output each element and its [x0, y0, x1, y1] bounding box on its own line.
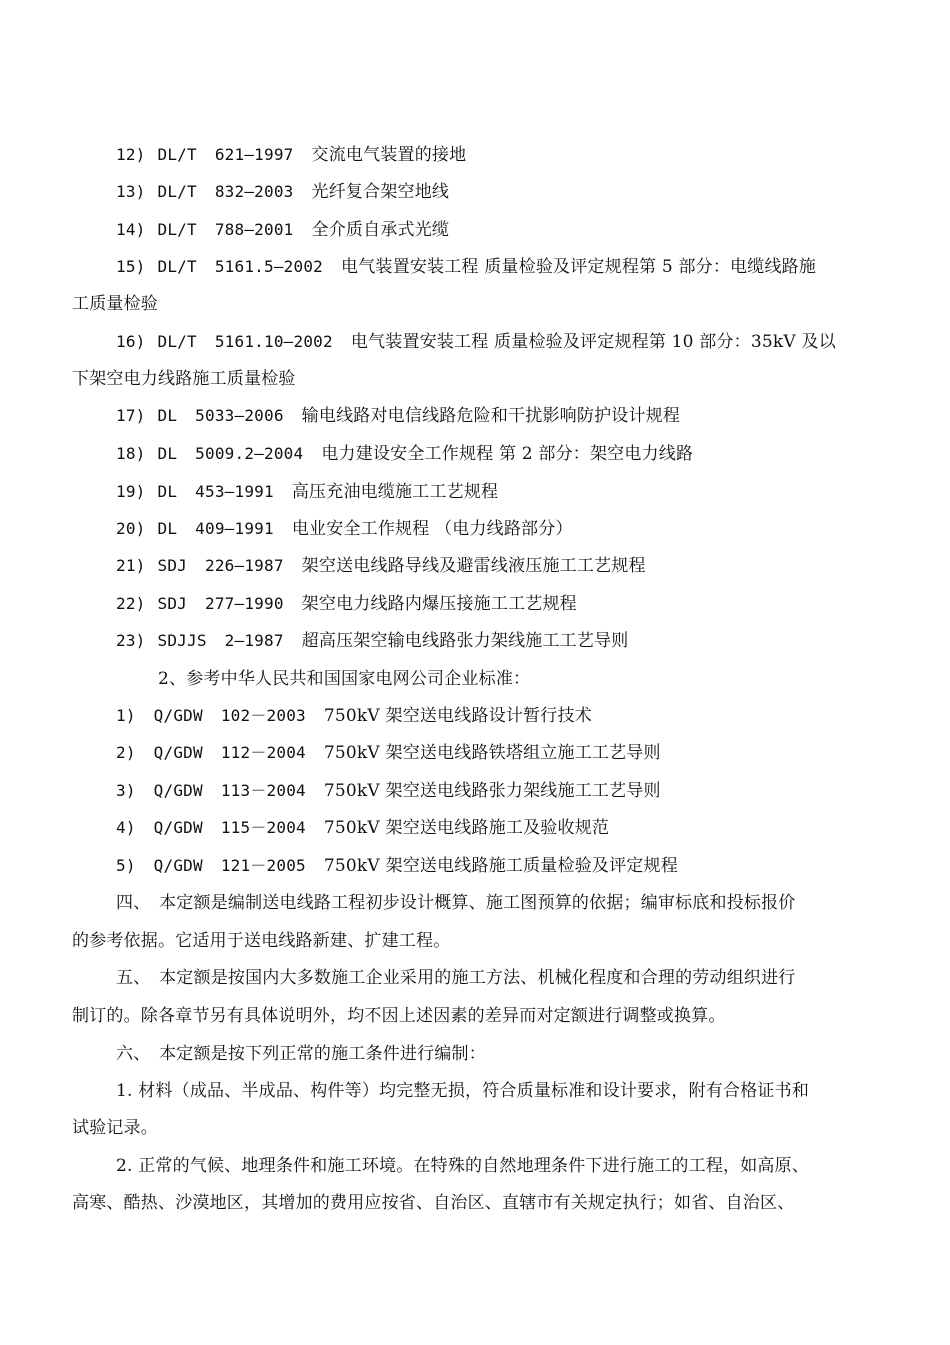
standard-number: 277—1990: [205, 594, 284, 613]
standard-number: 226—1987: [205, 556, 284, 575]
standard-number: 5161.5—2002: [214, 257, 324, 276]
standard-number: 409—1991: [195, 519, 274, 538]
standard-code: Q/GDW: [153, 818, 203, 837]
item-number: 14): [116, 220, 146, 239]
standard-title: 电气装置安装工程 质量检验及评定规程第 5 部分：电缆线路施: [341, 257, 817, 277]
item-number: 3): [116, 781, 136, 800]
standard-number: 2—1987: [224, 631, 284, 650]
standard-number: 5033—2006: [195, 406, 284, 425]
standard-title: 电气装置安装工程 质量检验及评定规程第 10 部分：35kV 及以: [350, 332, 836, 352]
list-item: [116, 481, 878, 503]
standard-code: Q/GDW: [153, 856, 203, 875]
standard-code: SDJJS: [157, 631, 207, 650]
list-item: [116, 630, 878, 652]
standard-code: DL: [157, 519, 178, 538]
standard-number: 453—1991: [195, 482, 274, 501]
item-number: 17): [116, 406, 146, 425]
standard-code: SDJ: [157, 556, 187, 575]
standard-number: 5009.2—2004: [195, 444, 304, 463]
item-number: 16): [116, 332, 146, 351]
paragraph-5-line-1: 五、 本定额是按国内大多数施工企业采用的施工方法、机械化程度和合理的劳动组织进行: [116, 968, 796, 988]
standard-title: 750kV 架空送电线路张力架线施工工艺导则: [323, 781, 661, 801]
item-number: 1): [116, 706, 136, 725]
standard-title: 架空送电线路导线及避雷线液压施工工艺规程: [301, 556, 646, 576]
list-item: [116, 705, 878, 727]
list-item-continuation: 工质量检验: [72, 294, 158, 314]
list-item: [116, 780, 878, 802]
standard-code: Q/GDW: [153, 743, 203, 762]
standard-code: DL/T: [157, 332, 197, 351]
list-item: [116, 443, 878, 465]
standard-title: 架空电力线路内爆压接施工工艺规程: [301, 594, 577, 614]
standard-number: 788—2001: [214, 220, 294, 239]
standard-code: DL/T: [157, 257, 197, 276]
section-heading: 2、参考中华人民共和国国家电网公司企业标准：: [158, 669, 531, 689]
item-number: 23): [116, 631, 146, 650]
item-number: 5): [116, 856, 136, 875]
item-number: 13): [116, 182, 146, 201]
standard-number: 115－2004: [220, 818, 306, 837]
item-number: 19): [116, 482, 146, 501]
standard-title: 高压充油电缆施工工艺规程: [291, 482, 499, 502]
list-item: [116, 742, 878, 764]
item-number: 22): [116, 594, 146, 613]
standard-code: DL: [157, 482, 178, 501]
standard-number: 832—2003: [214, 182, 294, 201]
item-number: 12): [116, 145, 146, 164]
standard-code: Q/GDW: [153, 706, 203, 725]
standard-code: DL/T: [157, 182, 197, 201]
list-item: [116, 219, 878, 241]
list-item: [116, 817, 878, 839]
standard-number: 112－2004: [220, 743, 306, 762]
standard-title: 交流电气装置的接地: [311, 145, 467, 165]
list-item: [116, 181, 878, 203]
standard-title: 超高压架空输电线路张力架线施工工艺导则: [301, 631, 629, 651]
item-number: 21): [116, 556, 146, 575]
standard-title: 750kV 架空送电线路施工及验收规范: [323, 818, 610, 838]
condition-1-line-1: 1. 材料（成品、半成品、构件等）均完整无损，符合质量标准和设计要求，附有合格证书和: [116, 1081, 810, 1101]
standard-code: DL/T: [157, 145, 197, 164]
list-item-continuation: 下架空电力线路施工质量检验: [72, 369, 296, 389]
standard-code: SDJ: [157, 594, 187, 613]
standard-title: 光纤复合架空地线: [311, 182, 450, 202]
standard-code: Q/GDW: [153, 781, 203, 800]
standard-title: 电力建设安全工作规程 第 2 部分：架空电力线路: [321, 444, 694, 464]
paragraph-5-line-2: 制订的。除各章节另有具体说明外，均不因上述因素的差异而对定额进行调整或换算。: [72, 1006, 726, 1026]
standard-title: 750kV 架空送电线路施工质量检验及评定规程: [323, 856, 678, 876]
standard-title: 全介质自承式光缆: [311, 220, 450, 240]
paragraph-6-line-1: 六、 本定额是按下列正常的施工条件进行编制：: [116, 1044, 486, 1064]
item-number: 20): [116, 519, 146, 538]
condition-2-line-2: 高寒、酷热、沙漠地区，其增加的费用应按省、自治区、直辖市有关规定执行；如省、自治区、: [72, 1193, 795, 1213]
standard-number: 621—1997: [214, 145, 294, 164]
list-item: [116, 593, 878, 615]
list-item: [116, 144, 878, 166]
list-item: [116, 331, 878, 353]
paragraph-4-line-1: 四、 本定额是编制送电线路工程初步设计概算、施工图预算的依据；编审标底和投标报价: [116, 893, 796, 913]
standard-title: 750kV 架空送电线路设计暂行技术: [323, 706, 592, 726]
item-number: 2): [116, 743, 136, 762]
standard-number: 5161.10—2002: [214, 332, 333, 351]
standard-code: DL/T: [157, 220, 197, 239]
standard-code: DL: [157, 444, 178, 463]
list-item: [116, 855, 878, 877]
item-number: 4): [116, 818, 136, 837]
condition-2-line-1: 2. 正常的气候、地理条件和施工环境。在特殊的自然地理条件下进行施工的工程，如高原、: [116, 1156, 810, 1176]
standard-title: 输电线路对电信线路危险和干扰影响防护设计规程: [301, 406, 681, 426]
item-number: 15): [116, 257, 146, 276]
standard-code: DL: [157, 406, 178, 425]
standard-number: 121－2005: [220, 856, 306, 875]
standard-number: 113－2004: [220, 781, 306, 800]
standard-number: 102－2003: [220, 706, 306, 725]
paragraph-4-line-2: 的参考依据。它适用于送电线路新建、扩建工程。: [72, 931, 451, 951]
list-item: [116, 555, 878, 577]
list-item: [116, 405, 878, 427]
list-item: [116, 256, 878, 278]
list-item: [116, 518, 878, 540]
standard-title: 750kV 架空送电线路铁塔组立施工工艺导则: [323, 743, 661, 763]
condition-1-line-2: 试验记录。: [72, 1118, 158, 1138]
standard-title: 电业安全工作规程 （电力线路部分）: [291, 519, 573, 539]
item-number: 18): [116, 444, 146, 463]
